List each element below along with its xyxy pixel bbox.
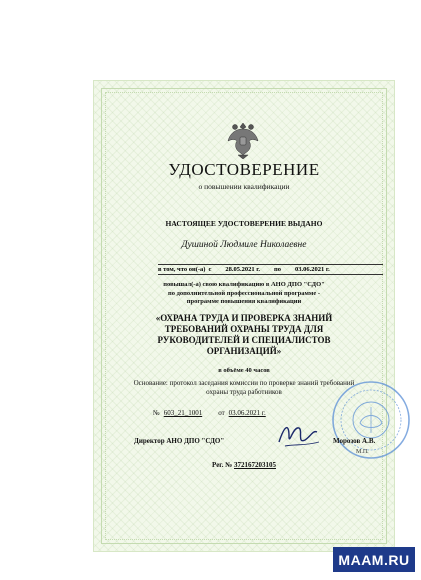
period-from-label: с (208, 266, 212, 273)
issued-heading: НАСТОЯЩЕЕ УДОСТОВЕРЕНИЕ ВЫДАНО (165, 219, 323, 228)
program-intro-line: по дополнительной профессиональной программе - (167, 289, 321, 297)
protocol-date-label: от (218, 409, 225, 417)
training-period (158, 264, 383, 275)
certificate-subtitle: о повышении квалификации (198, 182, 290, 191)
program-intro-line: программе повышения квалификации (186, 298, 302, 305)
protocol-number-label: № (153, 409, 160, 417)
round-seal-stamp (330, 379, 412, 461)
period-from-date: 28.05.2021 г. (225, 266, 261, 273)
program-intro-line: повышал(-а) свою квалификацию в АНО ДПО "СДО" (163, 281, 325, 288)
basis-line: охраны труда работников (206, 388, 282, 396)
program-title (103, 313, 385, 357)
program-title-line: «ОХРАНА ТРУДА И ПРОВЕРКА ЗНАНИЙ (155, 313, 333, 323)
period-prefix: в том, что он(-а) (158, 266, 206, 273)
certificate-title: УДОСТОВЕРЕНИЕ (168, 160, 320, 179)
program-title-line: ОРГАНИЗАЦИЙ» (206, 346, 282, 356)
program-intro (93, 281, 395, 307)
protocol-number: 603_21_1001 (163, 409, 203, 417)
protocol-info (153, 409, 266, 417)
period-to-label: по (274, 266, 282, 273)
maam-watermark-badge[interactable]: MAAM.RU (333, 547, 415, 572)
handwritten-signature (275, 420, 321, 450)
program-title-line: ТРЕБОВАНИЙ ОХРАНЫ ТРУДА ДЛЯ (164, 324, 324, 334)
registration-value: 372167203105 (233, 461, 276, 469)
program-volume: в объёме 40 часов (218, 367, 270, 374)
double-headed-eagle-emblem (226, 119, 260, 159)
registration-number (93, 461, 395, 469)
protocol-date: 03.06.2021 г. (228, 409, 266, 417)
basis-line: Основание: протокол заседания комиссии по проверке знаний требований (133, 379, 355, 387)
program-title-line: РУКОВОДИТЕЛЕЙ И СПЕЦИАЛИСТОВ (157, 335, 331, 345)
registration-label: Рег. № (212, 461, 233, 469)
signer-position: Директор АНО ДПО "СДО" (134, 437, 225, 445)
recipient-name: Душиной Людмиле Николаевне (181, 240, 307, 250)
period-to-date: 03.06.2021 г. (295, 266, 330, 273)
signer-name: Морозов А.В. (333, 437, 376, 445)
stamp-initials: М.П. (356, 449, 369, 455)
